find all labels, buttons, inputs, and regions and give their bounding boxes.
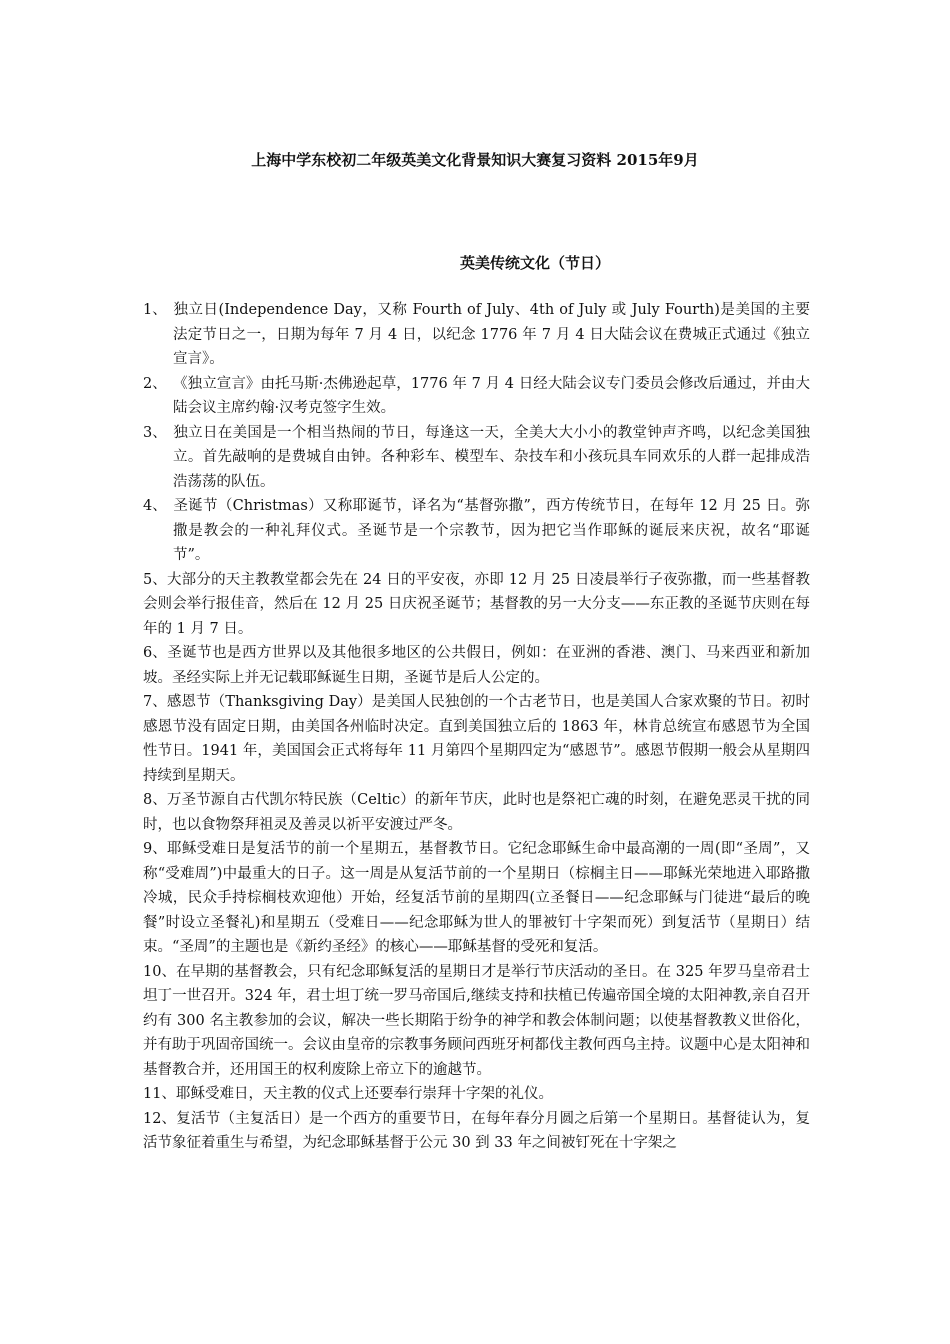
item-number: 4、 <box>143 498 167 514</box>
list-item <box>143 1082 810 1107</box>
list-item <box>143 837 810 960</box>
item-text: 万圣节源自古代凯尔特民族（Celtic）的新年节庆，此时也是祭祀亡魂的时刻，在避免恶灵干扰的同时，也以食物祭拜祖灵及善灵以祈平安渡过严冬。 <box>143 792 810 833</box>
item-text: 圣诞节也是西方世界以及其他很多地区的公共假日，例如：在亚洲的香港、澳门、马来西亚和新加坡。圣经实际上并无记载耶稣诞生日期，圣诞节是后人公定的。 <box>143 645 810 686</box>
item-number: 9、 <box>143 841 167 857</box>
item-text: 圣诞节（Christmas）又称耶诞节，译名为“基督弥撒”，西方传统节日，在每年 12 月 25 日。弥撒是教会的一种礼拜仪式。圣诞节是一个宗教节，因为把它当作耶稣的诞辰来庆祝，故名“耶诞节”。 <box>173 498 810 563</box>
item-number: 8、 <box>143 792 167 808</box>
item-number: 10、 <box>143 963 176 980</box>
item-number: 6、 <box>143 645 167 661</box>
item-text: 耶稣受难日，天主教的仪式上还要奉行崇拜十字架的礼仪。 <box>175 1086 553 1102</box>
list-item <box>143 568 810 642</box>
item-text: 独立日(Independence Day，又称 Fourth of July、4th of July 或 July Fourth)是美国的主要法定节日之一，日期为每年 7 月 4 日，以纪念 1776 年 7 月 4 日大陆会议在费城正式通过《独立宣言》。 <box>173 302 810 367</box>
item-list <box>143 298 810 1156</box>
item-number: 2、 <box>143 375 167 392</box>
item-number: 12、 <box>143 1110 176 1127</box>
item-text: 《独立宣言》由托马斯·杰佛逊起草，1776 年 7 月 4 日经大陆会议专门委员会修改后通过，并由大陆会议主席约翰·汉考克签字生效。 <box>173 375 810 416</box>
item-number: 5、 <box>143 571 167 588</box>
item-text: 在早期的基督教会，只有纪念耶稣复活的星期日才是举行节庆活动的圣日。在 325 年罗马皇帝君士坦丁一世召开。324 年，君士坦丁统一罗马帝国后,继续支持和扶植已传遍帝国全境的太阳神教,亲自召开约有 300 名主教参加的会议，解决一些长期陷于纷争的神学和教会体制问题；以使基督教教义世俗化，并有助于巩固帝国统一。会议由皇帝的宗教事务顾问西班牙柯都伐主教何西乌主持。议题中心是太阳神和基督教合并，还用国王的权利废除上帝立下的逾越节。 <box>143 963 810 1078</box>
list-item <box>143 690 810 788</box>
item-number: 3、 <box>143 424 167 441</box>
list-item <box>143 788 810 837</box>
item-number: 11、 <box>143 1086 176 1102</box>
list-item <box>143 960 810 1083</box>
item-text: 复活节（主复活日）是一个西方的重要节日，在每年春分月圆之后第一个星期日。基督徒认为，复活节象征着重生与希望，为纪念耶稣基督于公元 30 到 33 年之间被钉死在十字架之 <box>143 1110 810 1151</box>
document-title: 上海中学东校初二年级英美文化背景知识大赛复习资料 2015年9月 <box>251 151 699 169</box>
item-text: 独立日在美国是一个相当热闹的节日，每逢这一天，全美大大小小的教堂钟声齐鸣，以纪念美国独立。首先敲响的是费城自由钟。各种彩车、模型车、杂技车和小孩玩具车同欢乐的人群一起排成浩浩荡荡的队伍。 <box>173 424 810 490</box>
list-item <box>143 641 810 690</box>
item-number: 1、 <box>143 302 167 318</box>
item-text: 大部分的天主教教堂都会先在 24 日的平安夜，亦即 12 月 25 日凌晨举行子夜弥撒，而一些基督教会则会举行报佳音，然后在 12 月 25 日庆祝圣诞节；基督教的另一大分支——东正教的圣诞节庆则在每年的 1 月 7 日。 <box>143 571 810 637</box>
item-number: 7、 <box>143 694 167 710</box>
item-text: 感恩节（Thanksgiving Day）是美国人民独创的一个古老节日，也是美国人合家欢聚的节日。初时感恩节没有固定日期，由美国各州临时决定。直到美国独立后的 1863 年，林肯总统宣布感恩节为全国性节日。1941 年，美国国会正式将每年 11 月第四个星期四定为“感恩节”。感恩节假期一般会从星期四持续到星期天。 <box>143 694 810 784</box>
list-item <box>143 372 810 421</box>
list-item <box>143 298 810 372</box>
list-item <box>143 1107 810 1156</box>
list-item <box>143 421 810 495</box>
item-text: 耶稣受难日是复活节的前一个星期五，基督教节日。它纪念耶稣生命中最高潮的一周(即“圣周”，又称“受难周”)中最重大的日子。这一周是从复活节前的一个星期日（棕榈主日——耶稣光荣地进入耶路撒冷城，民众手持棕榈枝欢迎他）开始，经复活节前的星期四(立圣餐日——纪念耶稣与门徒进“最后的晚餐”时设立圣餐礼)和星期五（受难日——纪念耶稣为世人的罪被钉十字架而死）到复活节（星期日）结束。“圣周”的主题也是《新约圣经》的核心——耶稣基督的受死和复活。 <box>143 841 810 955</box>
list-item <box>143 494 810 568</box>
section-title: 英美传统文化（节日） <box>459 254 610 272</box>
